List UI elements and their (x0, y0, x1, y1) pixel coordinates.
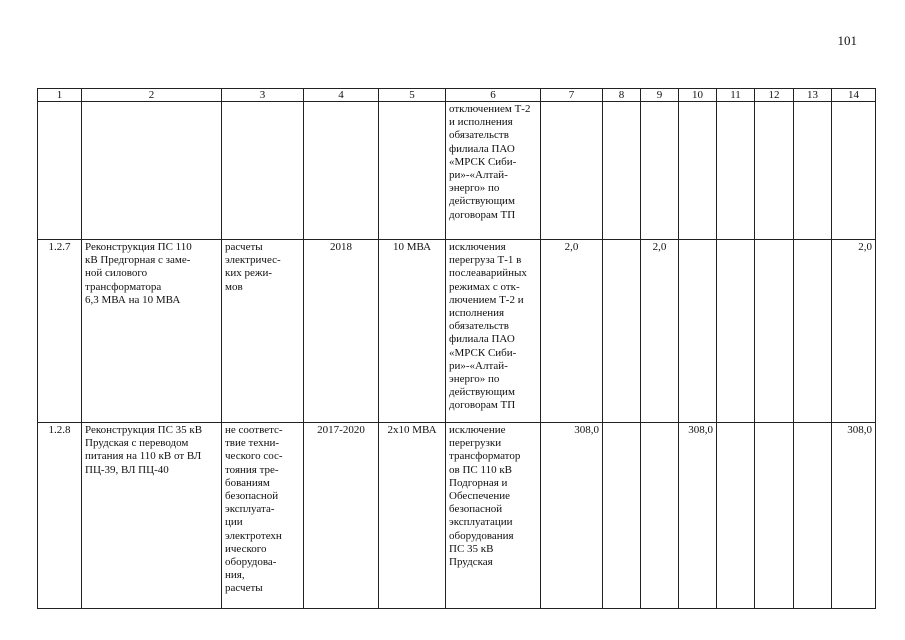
value-cell (794, 240, 832, 423)
purpose-cell: отключением Т-2 и исполнения обязательств филиала ПАО «МРСК Сиби- ри»-«Алтай- энерго» по действующим договорам ТП (446, 102, 541, 240)
column-header: 5 (379, 89, 446, 102)
value-cell (603, 240, 641, 423)
value-cell (679, 240, 717, 423)
value-cell (641, 102, 679, 240)
value-cell (603, 423, 641, 609)
period-cell: 2018 (304, 240, 379, 423)
column-header: 6 (446, 89, 541, 102)
purpose-cell: исключения перегруза Т-1 в послеаварийных режимах с отк- лючением Т-2 и исполнения обязательств филиала ПАО «МРСК Сиби- ри»-«Алтай- энерго» по действующим договорам ТП (446, 240, 541, 423)
column-header: 9 (641, 89, 679, 102)
value-cell (679, 102, 717, 240)
period-cell: 2017-2020 (304, 423, 379, 609)
row-index: 1.2.8 (38, 423, 82, 609)
justification-cell (222, 102, 304, 240)
row-index: 1.2.7 (38, 240, 82, 423)
column-header: 3 (222, 89, 304, 102)
value-cell (717, 102, 755, 240)
table-row (38, 240, 876, 423)
justification-cell: не соответс- твие техни- ческого сос- тояния тре- бованиям безопасной эксплуата- ции электротехн ического оборудова- ния, расчеты (222, 423, 304, 609)
project-name-cell: Реконструкция ПС 35 кВ Прудская с переводом питания на 110 кВ от ВЛ ПЦ-39, ВЛ ПЦ-40 (82, 423, 222, 609)
value-cell (541, 102, 603, 240)
value-cell: 2,0 (641, 240, 679, 423)
purpose-cell: исключение перегрузки трансформатор ов ПС 110 кВ Подгорная и Обеспечение безопасной эксплуатации оборудования ПС 35 кВ Прудская (446, 423, 541, 609)
capacity-cell: 10 МВА (379, 240, 446, 423)
column-header: 2 (82, 89, 222, 102)
column-header: 8 (603, 89, 641, 102)
column-header: 14 (832, 89, 876, 102)
project-name-cell (82, 102, 222, 240)
table-row (38, 102, 876, 240)
value-cell (755, 102, 794, 240)
value-cell (755, 240, 794, 423)
column-header: 11 (717, 89, 755, 102)
value-cell: 2,0 (541, 240, 603, 423)
row-index (38, 102, 82, 240)
value-cell (717, 423, 755, 609)
value-cell (603, 102, 641, 240)
value-cell: 2,0 (832, 240, 876, 423)
value-cell: 308,0 (679, 423, 717, 609)
value-cell (794, 102, 832, 240)
column-header: 12 (755, 89, 794, 102)
investment-table (37, 88, 876, 609)
table-row (38, 423, 876, 609)
column-number-row (38, 89, 876, 102)
value-cell: 308,0 (832, 423, 876, 609)
value-cell (641, 423, 679, 609)
column-header: 13 (794, 89, 832, 102)
justification-cell: расчеты электричес- ких режи- мов (222, 240, 304, 423)
value-cell (755, 423, 794, 609)
column-header: 7 (541, 89, 603, 102)
column-header: 4 (304, 89, 379, 102)
project-name-cell: Реконструкция ПС 110 кВ Предгорная с заме- ной силового трансформатора 6,3 МВА на 10 МВА (82, 240, 222, 423)
value-cell (794, 423, 832, 609)
period-cell (304, 102, 379, 240)
value-cell (717, 240, 755, 423)
page-number: 101 (837, 33, 857, 48)
column-header: 1 (38, 89, 82, 102)
capacity-cell: 2х10 МВА (379, 423, 446, 609)
value-cell: 308,0 (541, 423, 603, 609)
value-cell (832, 102, 876, 240)
column-header: 10 (679, 89, 717, 102)
capacity-cell (379, 102, 446, 240)
